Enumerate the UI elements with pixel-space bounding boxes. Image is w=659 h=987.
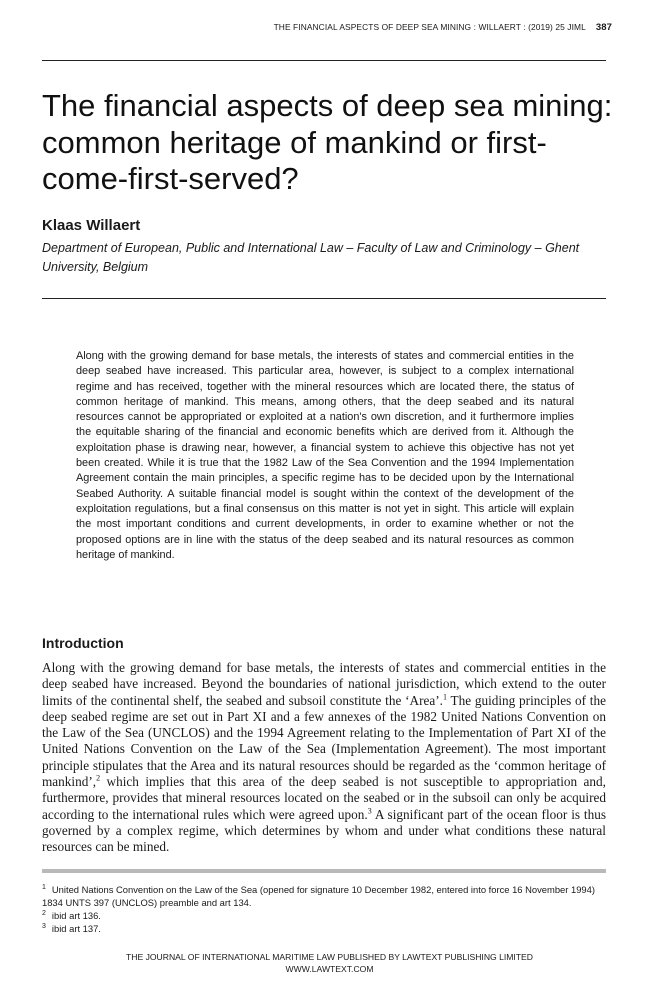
footnote-ref-2[interactable]: 2 [96,773,101,783]
top-rule [42,60,606,61]
article-title: The financial aspects of deep sea mining: common heritage of mankind or first-come-first-served? [42,88,613,196]
footnote-text: United Nations Convention on the Law of the Sea (opened for signature 10 December 1982, entered into force 16 November 1994) 1834 UNTS 397 (UNCLOS) preamble and art 134. [42,884,595,908]
footnote-1 [42,883,606,909]
journal-footer [0,951,659,975]
footnote-3 [42,922,606,935]
footnote-text: ibid art 137. [51,923,101,934]
intro-text-part2: The guiding principles of the deep seabed regime are set out in Part XI and a few annexes of the 1982 United Nations Convention on the Law of the Sea (UNCLOS) and the 1994 Agreement relating to the Implementation of Part XI of the United Nations Convention on the Law of the Sea (Implementation Agreement). The most important principle stipulates that the Area and its natural resources should be regarded as the ‘common heritage of mankind’, [42,692,606,790]
section-heading-introduction: Introduction [42,635,124,651]
footnote-2 [42,909,606,922]
intro-text-part1: Along with the growing demand for base metals, the interests of states and commercial entities in the deep seabed have increased. Beyond the boundaries of national jurisdiction, which extend to the outer limits of the continental shelf, the seabed and subsoil constitute the ‘Area’. [42,660,606,708]
running-head-text: THE FINANCIAL ASPECTS OF DEEP SEA MINING : WILLAERT : (2019) 25 JIML [273,22,586,32]
author-affiliation: Department of European, Public and International Law – Faculty of Law and Criminology – Ghent University, Belgium [42,241,580,274]
intro-text-part3: which implies that this area of the deep seabed is not susceptible to appropriation and, furthermore, provides that mineral resources located on the seabed or in the subsoil can only be acquired according to the international rules which were agreed upon. [42,774,606,822]
intro-text-part4: A significant part of the ocean floor is thus governed by a complex regime, which determines by whom and under what conditions these natural resources can be mined. [42,806,606,855]
footnote-ref-3[interactable]: 3 [367,806,372,816]
publisher-line: THE JOURNAL OF INTERNATIONAL MARITIME LAW PUBLISHED BY LAWTEXT PUBLISHING LIMITED [126,952,533,962]
footnote-separator [42,869,606,873]
header-rule [42,298,606,299]
introduction-paragraph [42,660,606,856]
website-link[interactable]: WWW.LAWTEXT.COM [285,964,374,974]
footnote-number: 2 [42,909,46,917]
footnote-ref-1[interactable]: 1 [442,692,447,702]
page-number: 387 [595,22,612,33]
footnotes [42,883,606,935]
running-head [42,22,612,33]
footnote-text: ibid art 136. [51,910,101,921]
author-name: Klaas Willaert [42,217,141,234]
footnote-number: 3 [42,922,46,930]
footnote-number: 1 [42,883,46,891]
abstract: Along with the growing demand for base metals, the interests of states and commercial entities in the deep seabed have increased. This particular area, however, is subject to a complex international regime and has received, together with the mineral resources which are located there, the status of common heritage of mankind. This means, among others, that the deep seabed and its natural resources cannot be appropriated or exploited at a nation's own discretion, and it furthermore implies the equitable sharing of the financial and economic benefits which are derived from it. Although the exploitation phase is drawing near, however, a financial system to achieve this objective has not yet been created. While it is true that the 1982 Law of the Sea Convention and the 1994 Implementation Agreement contain the main principles, a specific regime has to be decided upon by the International Seabed Authority. A suitable financial model is sought within the context of the development of the exploitation regulations, but a final consensus on this matter is not yet in sight. This article will explain the most important conditions and current developments, in order to examine whether or not the proposed options are in line with the status of the deep seabed and its natural resources as common heritage of mankind. [76,350,574,561]
